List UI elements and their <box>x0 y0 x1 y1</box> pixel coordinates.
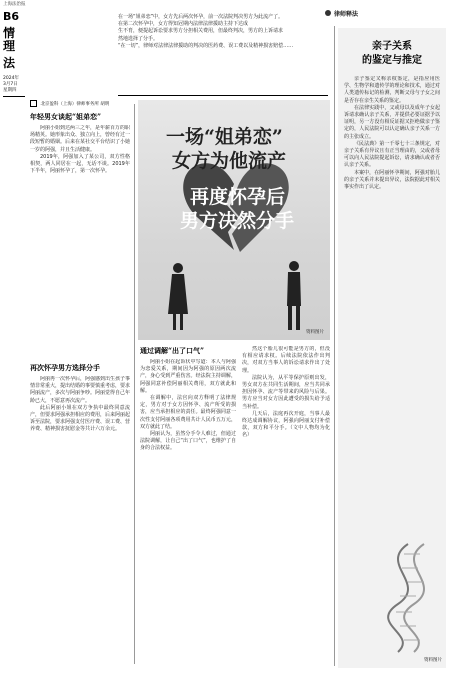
date-monthday: 3月7日 <box>3 82 18 87</box>
author-icon <box>30 100 37 107</box>
section-title-top: 情理 <box>3 26 16 53</box>
left-column <box>30 112 130 626</box>
page-number: B6 <box>3 10 20 23</box>
date-year: 2024年 <box>3 76 19 81</box>
left-paragraphs <box>30 125 130 359</box>
intro-bullet: “在一切”，律师对法律法律援助的判决的医药费、误工费以及精神损害赔偿…… <box>118 42 294 49</box>
sidebar <box>338 28 446 668</box>
right-paragraphs <box>242 346 330 668</box>
headline-line-3: 再度怀孕后 <box>190 186 286 208</box>
paragraph: 在调解中，法官向双方释明了法律规定，男方对于女方因怀孕、流产所受的损害，应当承担相应的责任。最终阿强同意一次性支付阿丽各项费用共计人民币五万元，双方就此了结。 <box>140 395 236 430</box>
middle-subtitle: 通过调解“出了口气” <box>140 346 205 355</box>
column-label: 律师释法 <box>334 11 359 18</box>
headline-line-2: 女方为他流产 <box>172 150 287 172</box>
paragraph: 此后阿丽小姐在双方争执中最终同意流产，但要求阿强承担相应的费用，后来阿丽起诉至法院，要求阿强支付医疗费、误工费、营养费、精神损害抚慰金等共计六万余元。 <box>30 404 130 433</box>
left-subtitle: 再次怀孕男方选择分手 <box>30 363 100 372</box>
paragraph: 本案中，在阿丽怀孕期间，阿强对胎儿的亲子关系并未提出异议，法院据此对相关事实作出了认定。 <box>344 169 440 191</box>
date-weekday: 星期四 <box>3 88 17 93</box>
sidebar-title-line-2: 的鉴定与推定 <box>362 55 422 66</box>
paragraph: 在法律实践中，父或母以及成年子女起诉请求确认亲子关系，并提供必要证据予以证明，另一方没有相反证据又拒绝做亲子鉴定的，人民法院可以认定确认亲子关系一方的主张成立。 <box>344 104 440 140</box>
middle-column <box>140 346 236 669</box>
photo-credit: 资料图片 <box>306 330 324 335</box>
middle-paragraphs <box>140 359 236 669</box>
right-column <box>242 346 330 668</box>
paragraph: 阿丽小姐到达两三之年，是年薪百万的职场精英。她形象出众、独立向上，曾经有过一段短暂的婚姻。后来在某社交平台结识了小她一岁的阿强，并且生活健康。 <box>30 125 130 153</box>
intro-bullet: 然地选择了分手。 <box>118 35 159 42</box>
dna-illustration <box>338 534 446 654</box>
section-title-bottom: 法 <box>3 56 16 70</box>
column-divider <box>134 104 135 664</box>
sidebar-photo-credit: 资料图片 <box>424 658 442 663</box>
intro-bullets <box>118 14 308 50</box>
woman-figure <box>168 263 188 330</box>
paper-name: 上海法治报 <box>3 2 26 7</box>
masthead-rule <box>3 96 25 97</box>
left-paragraphs-2 <box>30 376 130 626</box>
paragraph: 几天后，法庭再次开庭，当事人最终达成调解协议，阿强向阿丽支付补偿款，双方和平分手。（文中人物均为化名） <box>242 410 330 439</box>
man-figure <box>287 261 301 330</box>
intro-bullet: 在第二次怀孕中，女方得知冠期内法律法律援助主持下达成 <box>118 21 249 28</box>
author-line <box>30 100 150 108</box>
issue-date <box>3 76 25 94</box>
illustration-panel <box>138 100 330 340</box>
paragraph: 然这个胎儿很可能是男方的，但没有相应请求权。后续法院依法作出判决，对双方当事人的诉讼请求作出了处理。 <box>242 346 330 374</box>
sidebar-paragraphs <box>344 76 440 546</box>
intro-bullet: 在一场“姐弟恋”中，女方先后两次怀孕，前一次法院判决男方为此流产了。 <box>118 14 284 20</box>
sidebar-divider <box>334 26 335 666</box>
sidebar-title <box>338 40 446 68</box>
top-rule <box>118 95 328 96</box>
author-text: 北京盈科（上海）律师事务所 胡明 <box>40 102 110 107</box>
paragraph: 2019年，阿强加入了某公司，双方性格相契，两人同居在一起，无话不谈。2019年下半年，阿丽怀孕了，第一次怀孕。 <box>30 153 130 175</box>
sidebar-title-line-1: 亲子关系 <box>372 41 412 52</box>
paragraph: 阿丽认为，虽然分手令人难过，但通过法院调解，让自己“出了口气”，也维护了自身的合法权益。 <box>140 431 236 452</box>
headline-line-1: 一场“姐弟恋” <box>166 126 283 148</box>
paragraph: 阿丽再一次怀孕后，阿强感到出生孩子事情非常重大，提出结婚的事要慎重考虑，要求阿丽流产，多次与阿丽争吵。阿丽觉得自己年龄已大，不愿意再次流产。 <box>30 376 130 404</box>
paragraph: 法院认为，从平等保护原则出发，男女双方在共同生活期间，应当共同承担因怀孕、流产等带来的风险与后果。男方应当对女方因此遭受的损失给予适当补偿。 <box>242 374 330 410</box>
paragraph: 《民法典》第一千零七十三条规定，对亲子关系有异议且有正当理由的，父或者母可以向人民法院提起诉讼，请求确认或者否认亲子关系。 <box>344 140 440 169</box>
paragraph: 亲子鉴定又称亲权鉴定，是指应用医学、生物学和遗传学的理论和技术，通过对人类遗传标记的检测，判断父母与子女之间是否存在亲生关系的鉴定。 <box>344 76 440 104</box>
headline-line-4: 男方决然分手 <box>180 210 295 232</box>
left-section-title: 年轻男女谈起“姐弟恋” <box>30 112 102 121</box>
column-label-icon <box>325 10 331 16</box>
intro-bullet: 生不育，便提起诉讼要求男方分担相关费用，但最终判决，男方的上诉请求 <box>118 28 284 35</box>
paragraph: 阿丽小姐在起诉状中写道：本人与阿强为恋爱关系，期间因为阿强的原因两次流产，身心受到严重伤害。经法院主持调解，阿强同意补偿阿丽相关费用，双方就此和解。 <box>140 359 236 394</box>
